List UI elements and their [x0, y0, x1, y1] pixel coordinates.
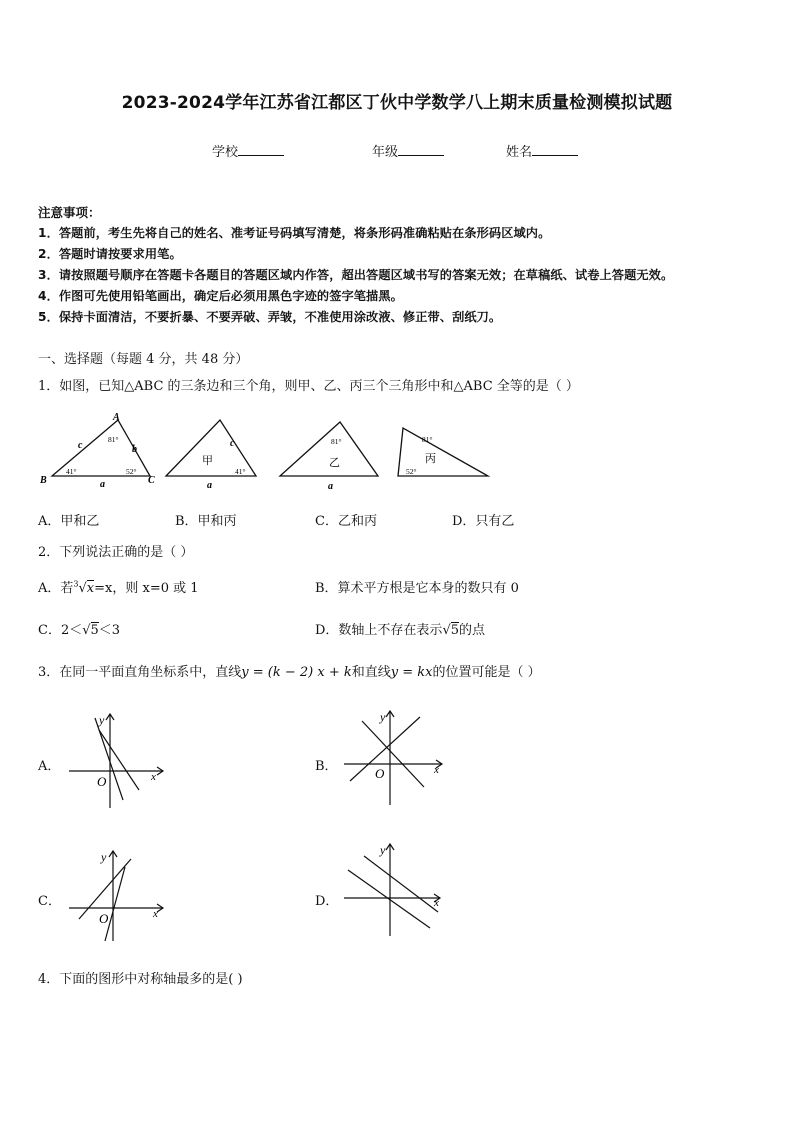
question-2-stem: 2．下列说法正确的是（ ） — [38, 545, 194, 560]
radical-sign: √ — [82, 623, 91, 638]
q2-a-prefix: A．若 — [38, 581, 74, 596]
x-axis-label: x — [153, 908, 158, 920]
origin-label: O — [97, 774, 107, 789]
q3-line-1: y = (k − 2) x + k — [241, 665, 352, 680]
notes-heading: 注意事项： — [38, 205, 101, 220]
y-axis-label: y — [380, 843, 386, 857]
name-label: 姓名 — [506, 145, 533, 160]
radicand: 5 — [90, 623, 99, 638]
bing-angle-bottom: 52° — [406, 467, 417, 476]
angle-A: 81° — [108, 435, 119, 444]
vertex-A: A — [113, 412, 120, 423]
school-field — [212, 141, 284, 160]
radical-sign: √ — [442, 623, 451, 638]
y-axis-label: y — [101, 850, 107, 864]
jia-angle: 41° — [235, 467, 246, 476]
q3-line-2: y = kx — [390, 665, 433, 680]
cube-root-index: 3 — [73, 579, 79, 589]
side-a: a — [100, 479, 105, 490]
grade-blank — [398, 143, 444, 156]
triangle-yi — [280, 422, 378, 492]
angle-B: 41° — [66, 467, 77, 476]
q2-c-prefix: C．2＜ — [38, 623, 83, 638]
yi-label: 乙 — [329, 457, 340, 469]
q3-option-b-label[interactable]: B． — [315, 759, 338, 774]
q2-a-suffix: =x，则 x=0 或 1 — [94, 581, 199, 596]
question-4-stem: 4．下面的图形中对称轴最多的是( ) — [38, 972, 243, 987]
x-axis-label: x — [434, 764, 439, 776]
q3-stem-suffix: 的位置可能是（ ） — [432, 665, 541, 680]
radicand: x — [86, 581, 95, 596]
q1-triangles-figure — [30, 408, 500, 494]
q2-d-suffix: 的点 — [459, 623, 486, 638]
angle-C: 52° — [126, 467, 137, 476]
q2-option-b[interactable]: B．算术平方根是它本身的数只有 0 — [315, 581, 519, 596]
q3-graph-d[interactable] — [340, 840, 450, 940]
q1-option-c[interactable]: C．乙和丙 — [315, 514, 377, 529]
y-axis-label: y — [99, 713, 105, 727]
x-axis-label: x — [434, 897, 439, 909]
section-heading: 一、选择题（每题 4 分，共 48 分） — [38, 352, 249, 367]
q1-option-b[interactable]: B．甲和丙 — [175, 514, 237, 529]
q2-option-c[interactable] — [38, 619, 120, 638]
x-axis-label: x — [151, 771, 156, 783]
origin-label: O — [99, 911, 109, 926]
jia-label: 甲 — [202, 455, 213, 467]
jia-side-a: a — [207, 480, 212, 491]
name-blank — [532, 143, 578, 156]
q3-option-a-label[interactable]: A． — [38, 759, 61, 774]
q2-option-d[interactable] — [315, 619, 485, 638]
school-label: 学校 — [212, 145, 239, 160]
name-field — [506, 141, 578, 160]
question-3-stem — [38, 661, 541, 680]
side-b: b — [132, 444, 137, 455]
school-blank — [238, 143, 284, 156]
radical-sign: √ — [78, 581, 87, 596]
note-item: 2．答题时请按要求用笔。 — [38, 247, 182, 261]
q2-option-a[interactable] — [38, 577, 199, 596]
grade-label: 年级 — [372, 145, 399, 160]
q3-stem-mid: 和直线 — [351, 665, 391, 680]
bing-angle-top: 81° — [422, 435, 433, 444]
y-axis-label: y — [380, 710, 386, 724]
q1-option-a[interactable]: A．甲和乙 — [38, 514, 100, 529]
q3-option-d-label[interactable]: D． — [315, 894, 339, 909]
note-item: 3．请按照题号顺序在答题卡各题目的答题区域内作答，超出答题区域书写的答案无效；在草稿纸、试卷上答题无效。 — [38, 268, 674, 282]
bing-label: 丙 — [425, 453, 436, 465]
q3-graph-a[interactable] — [65, 708, 175, 812]
triangle-jia — [166, 420, 256, 491]
page-title: 2023-2024学年江苏省江都区丁伙中学数学八上期末质量检测模拟试题 — [121, 93, 673, 113]
vertex-B: B — [40, 475, 47, 486]
triangle-bing — [398, 428, 488, 476]
q3-graph-c[interactable] — [65, 845, 175, 945]
q1-option-d[interactable]: D．只有乙 — [452, 514, 515, 529]
origin-label: O — [375, 766, 385, 781]
note-item: 4．作图可先使用铅笔画出，确定后必须用黑色字迹的签字笔描黑。 — [38, 289, 403, 303]
yi-side-a: a — [328, 481, 333, 492]
grade-field — [372, 141, 444, 160]
q3-graph-b[interactable] — [340, 705, 450, 809]
yi-angle: 81° — [331, 437, 342, 446]
radicand: 5 — [450, 623, 460, 638]
q3-stem-prefix: 3．在同一平面直角坐标系中，直线 — [38, 665, 242, 680]
side-c: c — [78, 440, 83, 451]
note-item: 5．保持卡面清洁，不要折暴、不要弄破、弄皱，不准使用涂改液、修正带、刮纸刀。 — [38, 310, 502, 324]
q2-c-suffix: ＜3 — [98, 623, 121, 638]
jia-side-c: c — [230, 438, 235, 449]
triangle-abc — [39, 412, 155, 490]
question-1-stem: 1．如图，已知△ABC 的三条边和三个角，则甲、乙、丙三个三角形中和△ABC 全等的是（ ） — [38, 379, 579, 394]
q2-d-prefix: D．数轴上不存在表示 — [315, 623, 443, 638]
note-item: 1．答题前，考生先将自己的姓名、准考证号码填写清楚，将条形码准确粘贴在条形码区域内。 — [38, 226, 551, 240]
vertex-C: C — [148, 475, 155, 486]
q3-option-c-label[interactable]: C． — [38, 894, 61, 909]
